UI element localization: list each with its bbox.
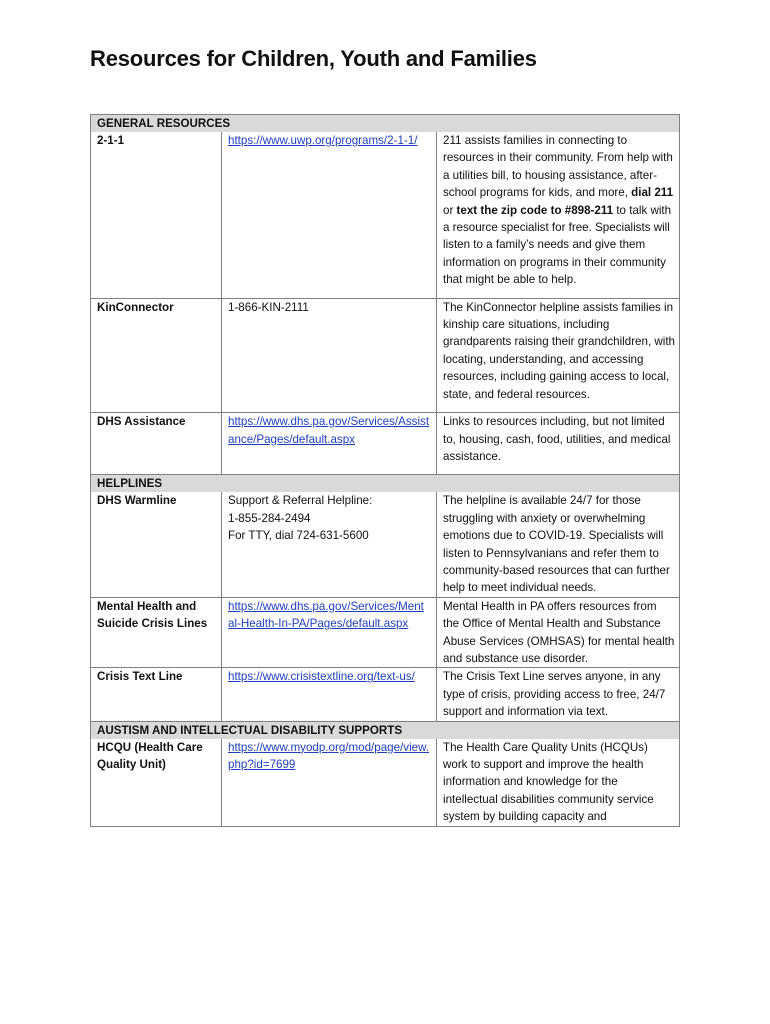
resource-description: The KinConnector helpline assists families in kinship care situations, including grandparents raising their grandchildren, with locating, understanding, and accessing resources, including gaining access to local, state, and federal resources. xyxy=(437,298,680,412)
section-header-helplines xyxy=(91,475,680,493)
page-title: Resources for Children, Youth and Families xyxy=(90,46,537,71)
table-row-mental-health xyxy=(91,597,680,668)
table-row-dhs-warmline xyxy=(91,492,680,597)
table-row-211 xyxy=(91,132,680,298)
resource-description: The helpline is available 24/7 for those struggling with anxiety or overwhelming emotions due to COVID-19. Specialists will listen to Pennsylvanians and refer them to community-based resources that can further help to meet individual needs. xyxy=(437,492,680,597)
resource-name: KinConnector xyxy=(91,298,222,412)
section-heading: HELPLINES xyxy=(91,475,680,493)
resource-contact xyxy=(222,132,437,298)
resource-description: 211 assists families in connecting to resources in their community. From help with a utilities bill, to housing assistance, after-school programs for kids, and more, dial 211 or text the zip code to #898-211 to talk with a resource specialist for free. Specialists will listen to a family’s needs and give them information on programs in their community that might be able to help. xyxy=(437,132,680,298)
resource-link[interactable]: https://www.dhs.pa.gov/Services/Assistance/Pages/default.aspx xyxy=(228,415,430,446)
resource-contact xyxy=(222,739,437,827)
resource-description: The Health Care Quality Units (HCQUs) work to support and improve the health information and knowledge for the intellectual disabilities community service system by building capacity and xyxy=(437,739,680,827)
resource-name: Crisis Text Line xyxy=(91,668,222,721)
resource-description: Mental Health in PA offers resources from the Office of Mental Health and Substance Abuse Services (OMHSAS) for mental health and substance use disorder. xyxy=(437,597,680,668)
resource-link[interactable]: https://www.myodp.org/mod/page/view.php?id=7699 xyxy=(228,740,430,771)
section-heading: GENERAL RESOURCES xyxy=(91,115,680,133)
resource-name: DHS Assistance xyxy=(91,413,222,475)
resource-name: 2-1-1 xyxy=(91,132,222,298)
resource-contact xyxy=(222,668,437,721)
resources-table xyxy=(90,114,680,827)
table-row-hcqu xyxy=(91,739,680,827)
resource-description: Links to resources including, but not limited to, housing, cash, food, utilities, and medical assistance. xyxy=(437,413,680,475)
resource-link[interactable]: https://www.crisistextline.org/text-us/ xyxy=(228,670,415,684)
section-heading: AUSTISM AND INTELLECTUAL DISABILITY SUPPORTS xyxy=(91,721,680,739)
resource-contact xyxy=(222,413,437,475)
table-row-dhs-assistance xyxy=(91,413,680,475)
resource-description: The Crisis Text Line serves anyone, in any type of crisis, providing access to free, 24/7 support and information via text. xyxy=(437,668,680,721)
table-row-kinconnector xyxy=(91,298,680,412)
table-row-crisis-text-line xyxy=(91,668,680,721)
section-header-autism xyxy=(91,721,680,739)
resource-name: Mental Health and Suicide Crisis Lines xyxy=(91,597,222,668)
resource-name: DHS Warmline xyxy=(91,492,222,597)
resource-link[interactable]: https://www.dhs.pa.gov/Services/Mental-Health-In-PA/Pages/default.aspx xyxy=(228,599,424,631)
resource-contact: 1-866-KIN-2111 xyxy=(222,298,437,412)
resource-contact: Support & Referral Helpline: 1-855-284-2494 For TTY, dial 724-631-5600 xyxy=(222,492,437,597)
resource-name: HCQU (Health Care Quality Unit) xyxy=(91,739,222,827)
resource-contact xyxy=(222,597,437,668)
section-header-general xyxy=(91,115,680,133)
resource-link[interactable]: https://www.uwp.org/programs/2-1-1/ xyxy=(228,134,418,147)
